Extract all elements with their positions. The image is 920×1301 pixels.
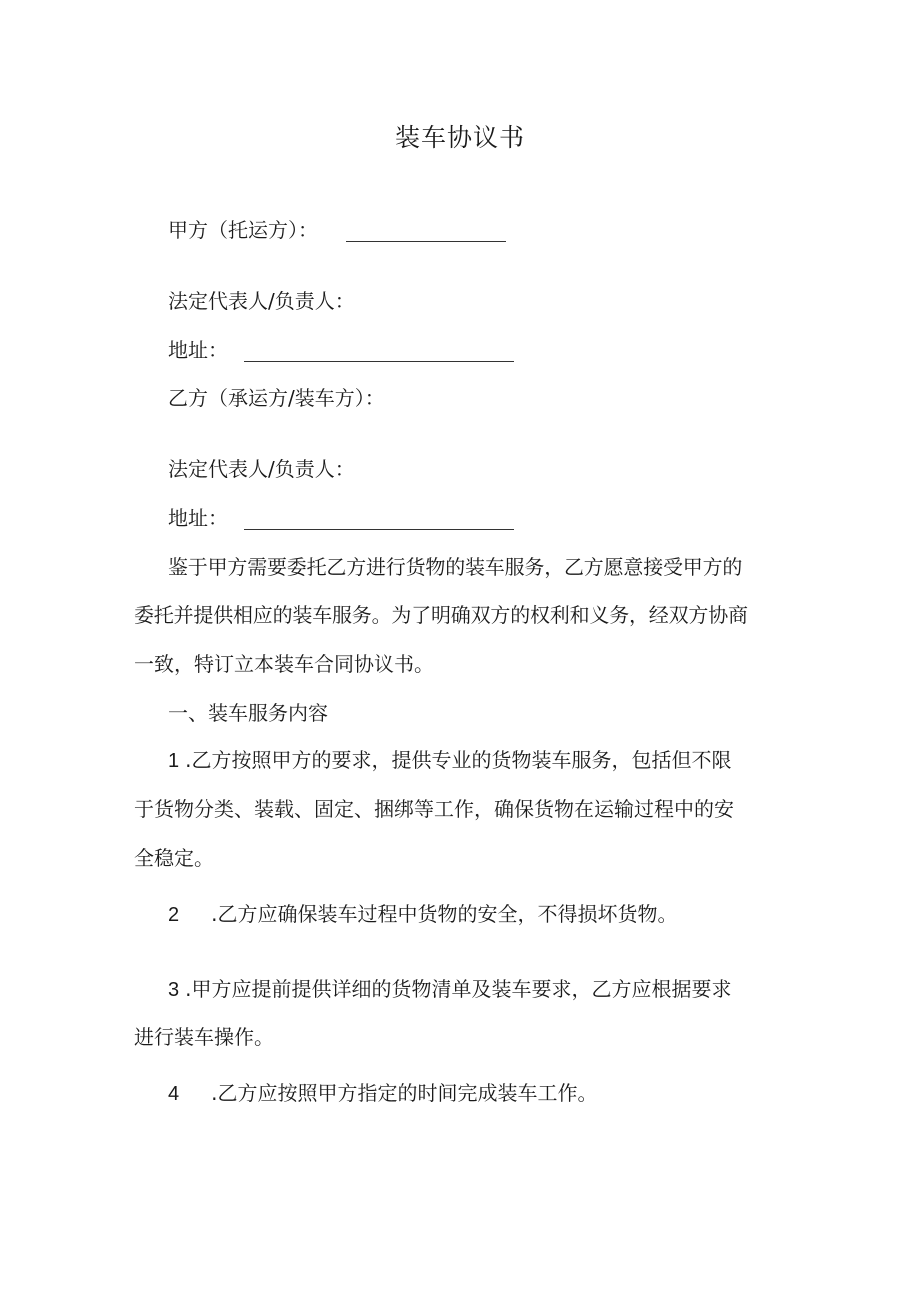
item-1-line-1: [168, 746, 731, 775]
item-1-number: 1: [168, 750, 180, 772]
item-1-line-2: 于货物分类、装载、固定、捆绑等工作，确保货物在运输过程中的安: [134, 797, 734, 821]
item-3-number: 3: [168, 979, 180, 1001]
preamble-line-2: 委托并提供相应的装车服务。为了明确双方的权利和义务，经双方协商: [134, 603, 748, 627]
document-title: 装车协议书: [394, 123, 525, 152]
preamble-line-3: 一致，特订立本装车合同协议书。: [134, 652, 434, 676]
item-4-number: 4: [168, 1083, 180, 1105]
party-a-address-label: 地址：: [168, 338, 228, 362]
party-b-rep: 法定代表人/负责人：: [168, 457, 355, 481]
party-b-address-line: [168, 504, 514, 532]
party-a-address-line: [168, 336, 514, 364]
party-b-label: 乙方（承运方/装车方）：: [168, 386, 385, 410]
party-a-line: [168, 216, 506, 244]
preamble-line-1: 鉴于甲方需要委托乙方进行货物的装车服务，乙方愿意接受甲方的: [168, 555, 743, 579]
item-3-line-2: 进行装车操作。: [134, 1025, 274, 1049]
item-3-line-1: [168, 975, 731, 1004]
party-a-blank: [346, 221, 506, 242]
party-a-address-blank: [244, 341, 514, 362]
party-b-address-blank: [244, 509, 514, 530]
item-2-number: 2: [168, 904, 180, 926]
item-3-text-1: .甲方应提前提供详细的货物清单及装车要求，乙方应根据要求: [185, 977, 732, 1001]
party-b-address-label: 地址：: [168, 506, 228, 530]
party-a-label: 甲方（托运方）：: [168, 218, 318, 242]
item-4-text-1: .乙方应按照甲方指定的时间完成装车工作。: [211, 1081, 598, 1105]
item-2-line-1: [168, 900, 677, 929]
section-1-heading: 一、装车服务内容: [168, 701, 328, 725]
item-2-text-1: .乙方应确保装车过程中货物的安全，不得损坏货物。: [211, 902, 678, 926]
item-1-line-3: 全稳定。: [134, 846, 214, 870]
item-1-text-1: .乙方按照甲方的要求，提供专业的货物装车服务，包括但不限: [185, 748, 732, 772]
item-4-line-1: [168, 1079, 597, 1108]
party-a-rep: 法定代表人/负责人：: [168, 289, 355, 313]
